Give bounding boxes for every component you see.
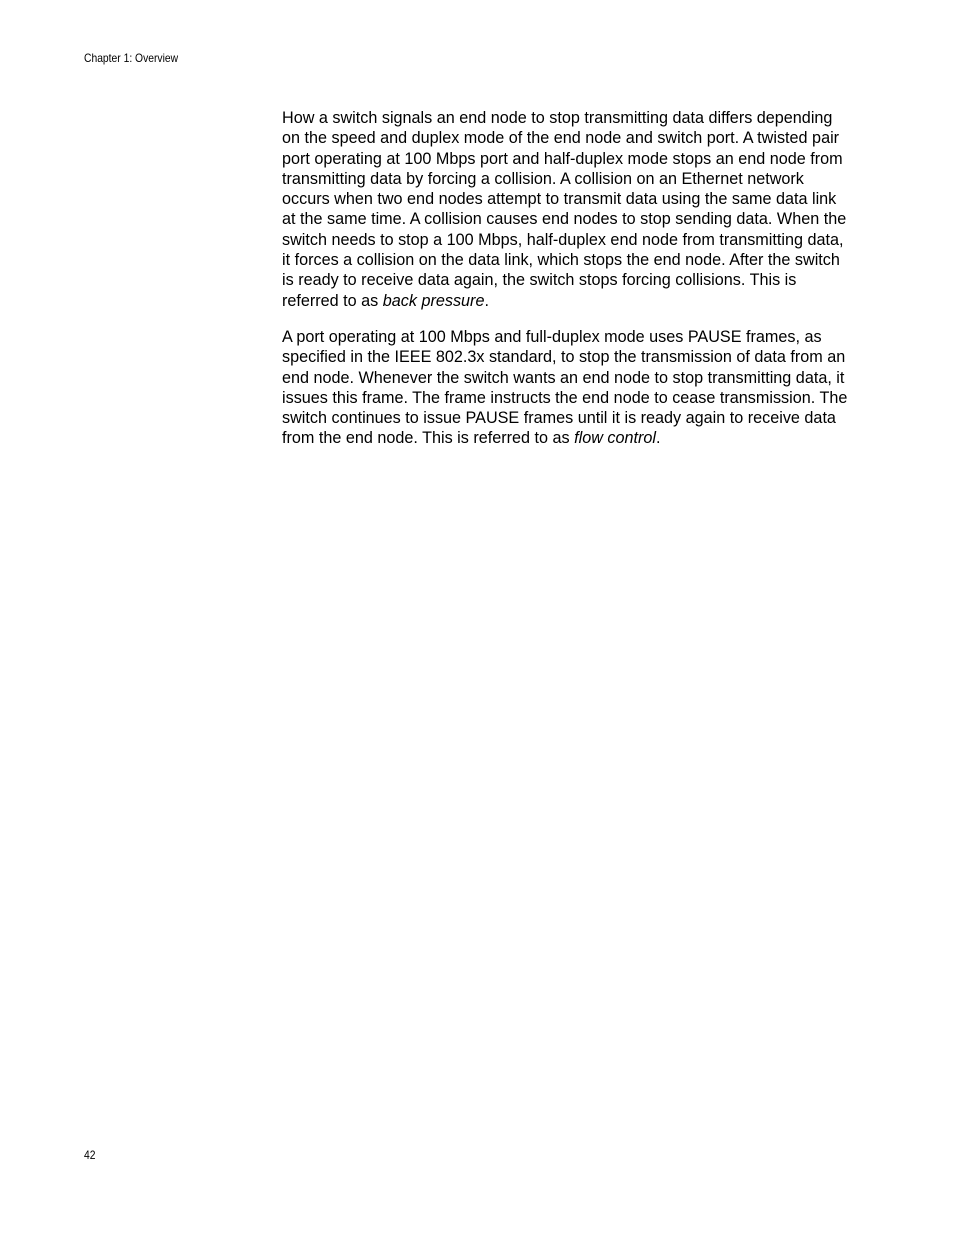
running-header: Chapter 1: Overview xyxy=(84,51,179,65)
paragraph-end: . xyxy=(656,429,661,448)
defined-term: back pressure xyxy=(382,291,485,310)
page-number: 42 xyxy=(84,1148,96,1162)
paragraph-end: . xyxy=(484,291,489,310)
defined-term: flow control xyxy=(574,429,657,448)
paragraph-text: A port operating at 100 Mbps and full-duplex mode uses PAUSE frames, as specified in the IEEE 802.3x standard, to stop the transmission of data from an end node. Whenever the switch wants an end node to stop transmitting data, it issues this frame. The frame instructs the end node to cease transmission. The switch continues to issue PAUSE frames until it is ready again to receive data from the end node. This is referred to as xyxy=(282,327,848,448)
paragraph-flow-control xyxy=(282,327,854,449)
paragraph-back-pressure xyxy=(282,108,854,311)
paragraph-text: How a switch signals an end node to stop transmitting data differs depending on the speed and duplex mode of the end node and switch port. A twisted pair port operating at 100 Mbps port and half-duplex mode stops an end node from transmitting data by forcing a collision. A collision on an Ethernet network occurs when two end nodes attempt to transmit data using the same data link at the same time. A collision causes end nodes to stop sending data. When the switch needs to stop a 100 Mbps, half-duplex end node from transmitting data, it forces a collision on the data link, which stops the end node. After the switch is ready to receive data again, the switch stops forcing collisions. This is referred to as xyxy=(282,109,847,310)
body-text xyxy=(282,108,854,465)
